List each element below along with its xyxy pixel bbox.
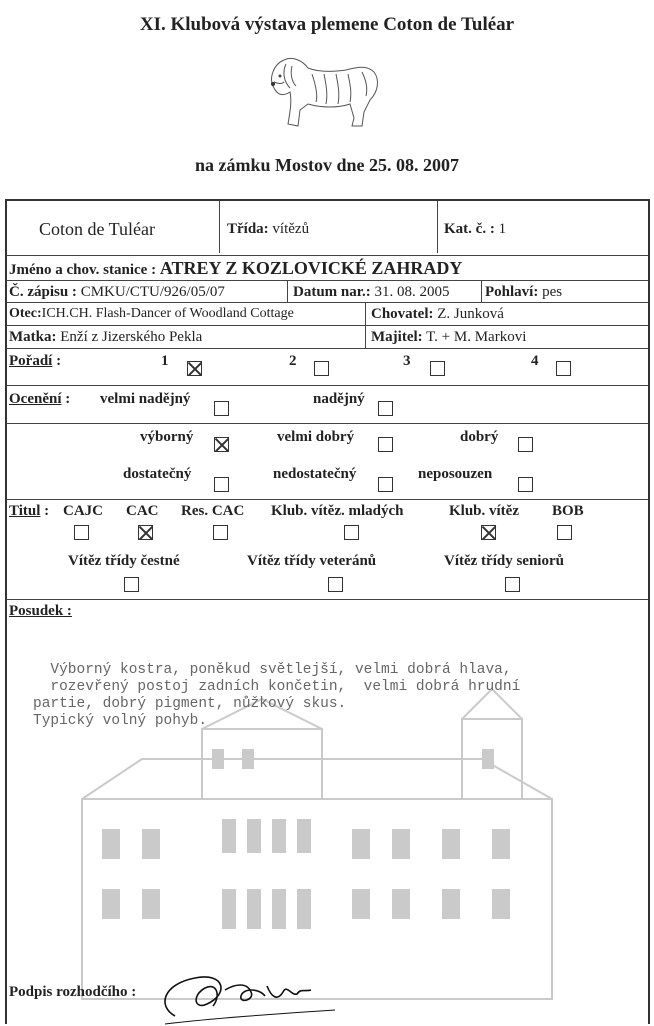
title-club-winner-checkbox[interactable] [481,525,496,540]
owner-label: Majitel: [371,329,423,345]
title-honorary-class-label: Vítěz třídy čestné [68,553,180,569]
rating-label: Ocenění [9,391,62,407]
placement-4-checkbox[interactable] [556,361,571,376]
placement-label: Pořadí [9,353,53,369]
title-cajc-checkbox[interactable] [74,525,89,540]
rating-good-checkbox[interactable] [518,437,533,452]
title-senior-class-checkbox[interactable] [505,577,520,592]
title-label: Titul [9,503,41,519]
title-honorary-class-checkbox[interactable] [124,577,139,592]
placement-1-label: 1 [161,353,169,369]
rating-not-judged-label: neposouzen [418,466,493,482]
title-club-junior-winner-checkbox[interactable] [344,525,359,540]
sex-value: pes [542,284,563,300]
breed-name: Coton de Tuléar [39,219,156,239]
rating-sufficient-checkbox[interactable] [214,477,229,492]
birth-date-label: Datum nar.: [293,284,371,300]
judge-signature-label: Podpis rozhodčího : [9,984,137,1000]
judge-signature [155,966,365,1026]
placement-colon: : [56,353,62,369]
title-senior-class-label: Vítěz třídy seniorů [444,553,564,569]
placement-4-label: 4 [531,353,539,369]
dog-illustration [262,52,386,134]
placement-2-label: 2 [289,353,297,369]
review-line: partie, dobrý pigment, nůžkový skus. [33,696,347,712]
owner-value: T. + M. Markovi [426,329,527,345]
title-cajc-label: CAJC [63,503,103,519]
title-veteran-class-label: Vítěz třídy veteránů [247,553,377,569]
title-cac-label: CAC [126,503,159,519]
sex-label: Pohlaví: [485,284,539,300]
rating-very-promising-label: velmi nadějný [100,391,191,407]
rating-good-label: dobrý [460,429,499,445]
rating-very-good-label: velmi dobrý [277,429,355,445]
rating-sufficient-label: dostatečný [123,466,192,482]
title-res-cac-label: Res. CAC [181,503,245,519]
title-colon: : [44,503,50,519]
dam-label: Matka: [9,329,57,345]
show-title: XI. Klubová výstava plemene Coton de Tuléar [139,14,515,35]
rating-excellent-label: výborný [140,429,194,445]
registration-label: Č. zápisu : [9,284,77,300]
rating-excellent-checkbox[interactable] [214,437,229,452]
placement-1-checkbox[interactable] [187,361,202,376]
rating-insufficient-checkbox[interactable] [378,477,393,492]
title-bob-label: BOB [552,503,584,519]
breeder-label: Chovatel: [371,306,434,322]
rating-promising-label: nadějný [313,391,365,407]
placement-2-checkbox[interactable] [314,361,329,376]
dog-name-value: ATREY Z KOZLOVICKÉ ZAHRADY [159,258,463,278]
class-label: Třída: [227,221,269,237]
rating-promising-checkbox[interactable] [378,401,393,416]
rating-very-promising-checkbox[interactable] [214,401,229,416]
title-club-winner-label: Klub. vítěz [449,503,519,519]
placement-3-checkbox[interactable] [430,361,445,376]
title-club-junior-winner-label: Klub. vítěz. mladých [271,503,404,519]
catalog-label: Kat. č. : [444,221,495,237]
judging-sheet [5,199,650,1024]
rating-insufficient-label: nedostatečný [273,466,357,482]
title-bob-checkbox[interactable] [557,525,572,540]
rating-colon: : [65,391,71,407]
title-veteran-class-checkbox[interactable] [328,577,343,592]
review-line: Typický volný pohyb. [33,713,208,729]
title-cac-checkbox[interactable] [138,525,153,540]
dam-value: Enží z Jizerského Pekla [60,329,203,345]
rating-not-judged-checkbox[interactable] [518,477,533,492]
review-line: rozevřený postoj zadních končetin, velmi dobrá hrudní [33,679,521,695]
placement-3-label: 3 [403,353,411,369]
registration-value: CMKU/CTU/926/05/07 [80,284,225,300]
castle-watermark [62,689,582,1009]
dog-name-label: Jméno a chov. stanice : [9,262,157,278]
review-line: Výborný kostra, poněkud světlejší, velmi dobrá hlava, [33,662,512,678]
review-label: Posudek : [9,603,72,619]
class-value: vítězů [272,221,310,237]
breeder-value: Z. Junková [437,306,504,322]
rating-very-good-checkbox[interactable] [378,437,393,452]
catalog-value: 1 [498,221,507,237]
sire-value: ICH.CH. Flash-Dancer of Woodland Cottage [41,306,294,321]
sire-label: Otec: [9,306,42,321]
show-venue-date: na zámku Mostov dne 25. 08. 2007 [194,155,459,175]
birth-date-value: 31. 08. 2005 [374,284,450,300]
title-res-cac-checkbox[interactable] [213,525,228,540]
